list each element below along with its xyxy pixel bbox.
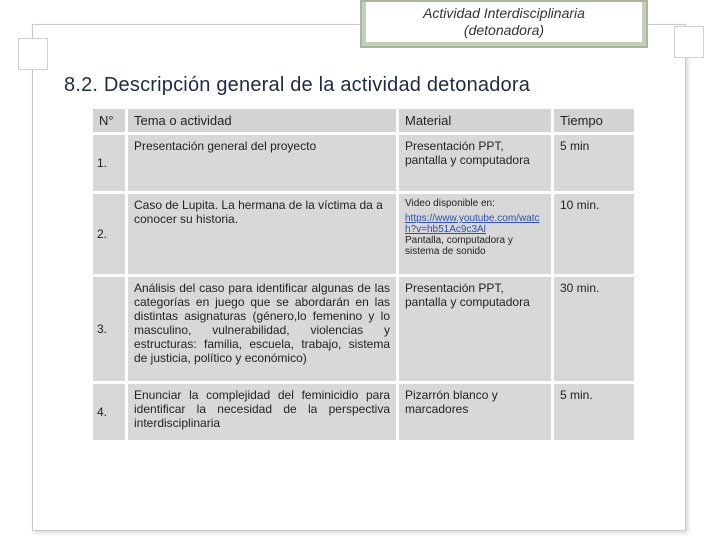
header-line-2: (detonadora) [463, 22, 545, 38]
row-tiempo: 5 min. [554, 384, 634, 440]
material-extra: Pantalla, computadora y sistema de sonido [405, 235, 513, 257]
header-material: Material [399, 109, 551, 132]
row-num: 3. [93, 277, 125, 381]
table-row [93, 194, 634, 274]
header-tema: Tema o actividad [128, 109, 396, 132]
header-inner [366, 2, 642, 42]
row-num: 2. [93, 194, 125, 274]
activity-table [90, 106, 637, 443]
header-box [360, 0, 648, 48]
row-tiempo: 5 min [554, 135, 634, 191]
row-material: Pizarrón blanco y marcadores [399, 384, 551, 440]
header-tiempo: Tiempo [554, 109, 634, 132]
decorative-square [674, 26, 704, 58]
row-material: Presentación PPT, pantalla y computadora [399, 277, 551, 381]
row-num: 4. [93, 384, 125, 440]
table-header-row [93, 109, 634, 132]
row-tiempo: 30 min. [554, 277, 634, 381]
table-row [93, 384, 634, 440]
header-line-1: Actividad Interdisciplinaria [423, 5, 585, 21]
decorative-square [18, 38, 48, 70]
row-num: 1. [93, 135, 125, 191]
row-tema: Presentación general del proyecto [128, 135, 396, 191]
table-row [93, 277, 634, 381]
row-material [399, 194, 551, 274]
section-title: 8.2. Descripción general de la actividad detonadora [64, 74, 531, 96]
row-tema: Análisis del caso para identificar algunas de las categorías en juego que se abordarán en las distintas asignaturas (género,lo femenino y lo masculino, vulnerabilidad, violencias y estructuras: familia, escuela, trabajo, sistema de justicia, político y económico) [128, 277, 396, 381]
row-tiempo: 10 min. [554, 194, 634, 274]
row-tema: Enunciar la complejidad del feminicidio para identificar la necesidad de la perspectiva interdisciplinaria [128, 384, 396, 440]
header-num: N° [93, 109, 125, 132]
video-link[interactable]: https://www.youtube.com/watch?v=hb51Ac9c3Al [405, 213, 540, 235]
material-intro: Video disponible en: [405, 198, 495, 209]
row-tema: Caso de Lupita. La hermana de la víctima da a conocer su historia. [128, 194, 396, 274]
table-row [93, 135, 634, 191]
row-material: Presentación PPT, pantalla y computadora [399, 135, 551, 191]
